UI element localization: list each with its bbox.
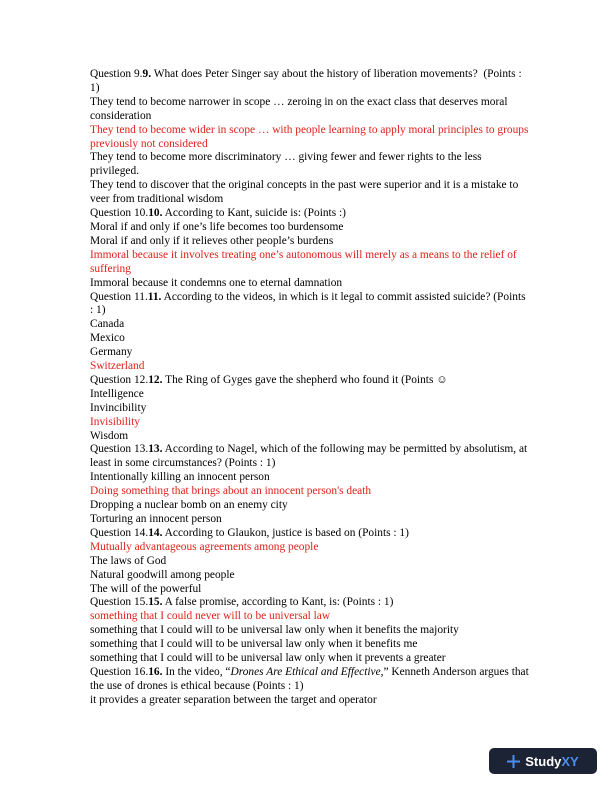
question-15: Question 15.15. A false promise, according to Kant, is: (Points : 1) (90, 596, 394, 609)
answer-option: Invincibility (90, 401, 147, 414)
question-16: Question 16.16. In the video, “Drones Are Ethical and Effective,” Kenneth Anderson argues that the use of drones is ethical because (Points : 1) (90, 665, 532, 692)
studyxy-logo[interactable] (489, 748, 597, 774)
answer-option: The laws of God (90, 554, 167, 567)
question-12: Question 12.12. The Ring of Gyges gave the shepherd who found it (Points ☺ (90, 373, 448, 386)
answer-option: something that I could will to be universal law only when it benefits me (90, 638, 418, 651)
correct-answer: Invisibility (90, 415, 140, 428)
answer-option: They tend to become more discriminatory … giving fewer and fewer rights to the less privileged. (90, 151, 485, 178)
answer-option: Moral if and only if one’s life becomes too burdensome (90, 220, 344, 233)
question-10: Question 10.10. According to Kant, suicide is: (Points :) (90, 207, 346, 220)
answer-option: Intelligence (90, 387, 144, 400)
answer-option: something that I could will to be universal law only when it prevents a greater (90, 652, 446, 665)
answer-option: The will of the powerful (90, 582, 202, 595)
answer-option: Germany (90, 346, 133, 359)
plus-icon (507, 755, 520, 768)
answer-option: Dropping a nuclear bomb on an enemy city (90, 499, 288, 512)
answer-option: They tend to become narrower in scope … zeroing in on the exact class that deserves moral consideration (90, 95, 511, 122)
document-page (90, 68, 530, 708)
correct-answer: Mutually advantageous agreements among people (90, 540, 319, 553)
question-9: Question 9.9. What does Peter Singer say about the history of liberation movements? (Points : 1) (90, 68, 525, 94)
answer-option: Natural goodwill among people (90, 568, 235, 581)
question-11: Question 11.11. According to the videos, in which is it legal to commit assisted suicide? (Points : 1) (90, 290, 529, 317)
answer-option: Mexico (90, 332, 125, 345)
answer-option: it provides a greater separation between the target and operator (90, 693, 377, 706)
answer-option: Intentionally killing an innocent person (90, 471, 270, 484)
correct-answer: Immoral because it involves treating one’s autonomous will merely as a means to the relief of suffering (90, 248, 520, 275)
video-title: Drones Are Ethical and Effective, (230, 665, 384, 678)
correct-answer: something that I could never will to be universal law (90, 610, 331, 623)
question-14: Question 14.14. According to Glaukon, justice is based on (Points : 1) (90, 526, 409, 539)
question-13: Question 13.13. According to Nagel, which of the following may be permitted by absolutism, at least in some circumstances? (Points : 1) (90, 443, 531, 470)
answer-option: Torturing an innocent person (90, 513, 222, 525)
answer-option: something that I could will to be universal law only when it benefits the majority (90, 624, 459, 637)
correct-answer: They tend to become wider in scope … with people learning to apply moral principles to groups previously not considered (90, 123, 532, 150)
answer-option: They tend to discover that the original concepts in the past were superior and it is a mistake to veer from traditional wisdom (90, 179, 522, 206)
correct-answer: Switzerland (90, 360, 145, 373)
correct-answer: Doing something that brings about an innocent person's death (90, 485, 372, 498)
answer-option: Canada (90, 318, 125, 331)
logo-text: StudyXY (525, 753, 579, 769)
answer-option: Wisdom (90, 429, 129, 442)
answer-option: Immoral because it condemns one to eternal damnation (90, 276, 343, 289)
answer-option: Moral if and only if it relieves other people’s burdens (90, 234, 334, 247)
